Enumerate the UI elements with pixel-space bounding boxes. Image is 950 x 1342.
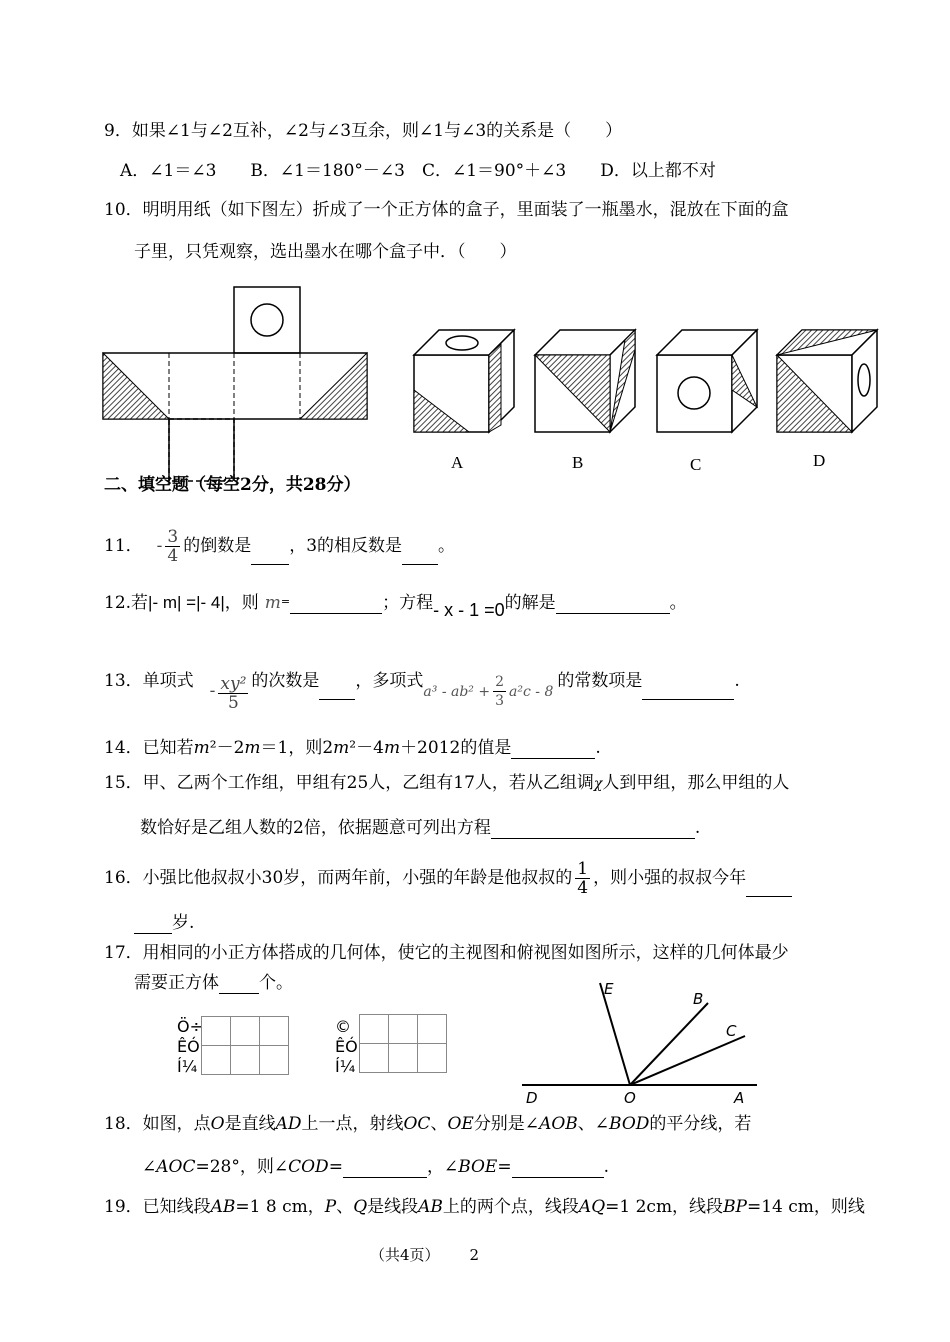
q11: 11． - $\frac{3}{4}$ 的倒数是 ，3的相反数是 。	[104, 527, 456, 566]
label-e: E	[604, 980, 614, 998]
cube-label-a: A	[451, 453, 464, 472]
label-a: A	[734, 1089, 745, 1107]
q17-line2: 需要正方体 个。	[134, 973, 293, 993]
q10-line2: 子里，只凭观察，选出墨水在哪个盒子中．（ ）	[134, 242, 517, 262]
q15-line1: 15．甲、乙两个工作组，甲组有25人，乙组有17人，若从乙组调χ人到甲组，那么甲组的人	[104, 773, 790, 793]
q18-line2: ∠AOC=28°，则∠COD= ，∠BOE= .	[142, 1157, 609, 1177]
cube-label-c: C	[690, 455, 702, 474]
q9-options: A．∠1＝∠3 B．∠1＝180°－∠3 C．∠1＝90°＋∠3 D．以上都不对	[120, 161, 716, 181]
label-d: D	[526, 1089, 538, 1107]
section-2-heading: 二、填空题（每空2分，共28分）	[104, 475, 361, 495]
q13: 13．单项式 - $\frac{\text{xy²}}{5}$ 的次数是 ，多项式$_{a^3 - ab^2 +}$ $\frac{2}{3}$ $_{a^2c - 8}$的常数项是 .	[104, 671, 740, 713]
q12: 12.若|- m| =|- 4|，则 m= ；方程- x - 1 =0的解是 。	[104, 593, 687, 620]
q16-line1: 16．小强比他叔叔小30岁，而两年前，小强的年龄是他叔叔的 $\frac{1}{4}$ ，则小强的叔叔今年	[104, 860, 792, 897]
q18-line1: 18．如图，点O是直线AD上一点，射线OC、OE分别是∠AOB、∠BOD的平分线，若	[104, 1114, 752, 1134]
label-o: O	[624, 1089, 636, 1107]
q17-line1: 17．用相同的小正方体搭成的几何体，使它的主视图和俯视图如图所示，这样的几何体最少	[104, 943, 789, 963]
cube-label-b: B	[572, 453, 584, 472]
footer	[370, 1244, 479, 1266]
q19: 19．已知线段AB=1 8 cm，P、Q是线段AB上的两个点，线段AQ=1 2cm，线段BP=14 cm，则线	[104, 1197, 865, 1217]
cube-label-d: D	[813, 451, 826, 470]
q15-line2: 数恰好是乙组人数的2倍，依据题意可列出方程 .	[140, 818, 701, 838]
footer-pages: （共4页）	[370, 1246, 440, 1264]
label-b: B	[693, 990, 704, 1008]
q16-line2: 岁.	[134, 912, 194, 934]
q10-line1: 10．明明用纸（如下图左）折成了一个正方体的盒子，里面装了一瓶墨水，混放在下面的盒	[104, 200, 789, 220]
front-view-label: Ö÷ ÊÓ Í¼	[177, 1017, 203, 1076]
q18-blank-2	[512, 1159, 604, 1178]
q14: 14．已知若m²－2m＝1，则2m²－4m＋2012的值是 .	[104, 738, 601, 758]
page-number: 2	[469, 1246, 480, 1264]
q9-stem: 9．如果∠1与∠2互补，∠2与∠3互余，则∠1与∠3的关系是（ ）	[104, 121, 623, 141]
top-view-label: © ÊÓ Í¼	[335, 1017, 358, 1076]
q18-blank-1	[343, 1159, 427, 1178]
label-c: C	[726, 1022, 737, 1040]
